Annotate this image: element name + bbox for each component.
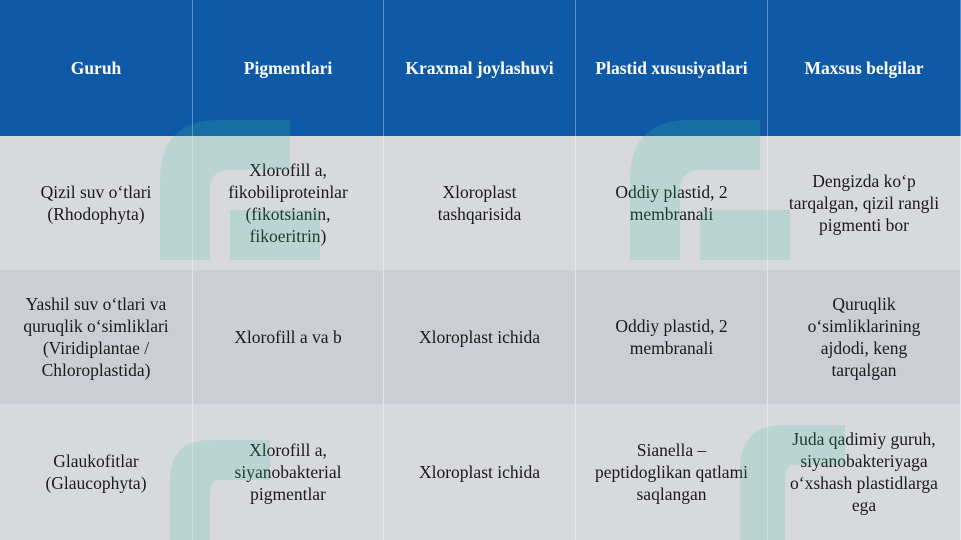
table-cell: Qizil suv o‘tlari (Rhodophyta): [0, 136, 193, 270]
table-cell: Yashil suv o‘tlari va quruqlik o‘simliklari (Viridiplantae / Chloroplastida): [0, 270, 193, 404]
header-cell-group: Guruh: [0, 0, 193, 136]
table-cell: Xloroplast tashqarisida: [384, 136, 576, 270]
table-cell: Dengizda ko‘p tarqalgan, qizil rangli pigmenti bor: [768, 136, 961, 270]
table-cell: Sianella – peptidoglikan qatlami saqlangan: [576, 404, 768, 540]
table-cell: Oddiy plastid, 2 membranali: [576, 136, 768, 270]
table-cell: Xlorofill a, fikobiliproteinlar (fikotsianin, fikoeritrin): [193, 136, 384, 270]
table-cell: Glaukofitlar (Glaucophyta): [0, 404, 193, 540]
header-cell-pigments: Pigmentlari: [193, 0, 384, 136]
table-cell: Xloroplast ichida: [384, 404, 576, 540]
table-cell: Oddiy plastid, 2 membranali: [576, 270, 768, 404]
header-cell-starch-location: Kraxmal joylashuvi: [384, 0, 576, 136]
table-cell: Quruqlik o‘simliklarining ajdodi, keng tarqalgan: [768, 270, 961, 404]
table-cell: Xloroplast ichida: [384, 270, 576, 404]
table-cell: Xlorofill a va b: [193, 270, 384, 404]
header-cell-special-features: Maxsus belgilar: [768, 0, 961, 136]
header-cell-plastid-features: Plastid xususiyatlari: [576, 0, 768, 136]
table-cell: Juda qadimiy guruh, siyanobakteriyaga o‘xshash plastidlarga ega: [768, 404, 961, 540]
table-cell: Xlorofill a, siyanobakterial pigmentlar: [193, 404, 384, 540]
